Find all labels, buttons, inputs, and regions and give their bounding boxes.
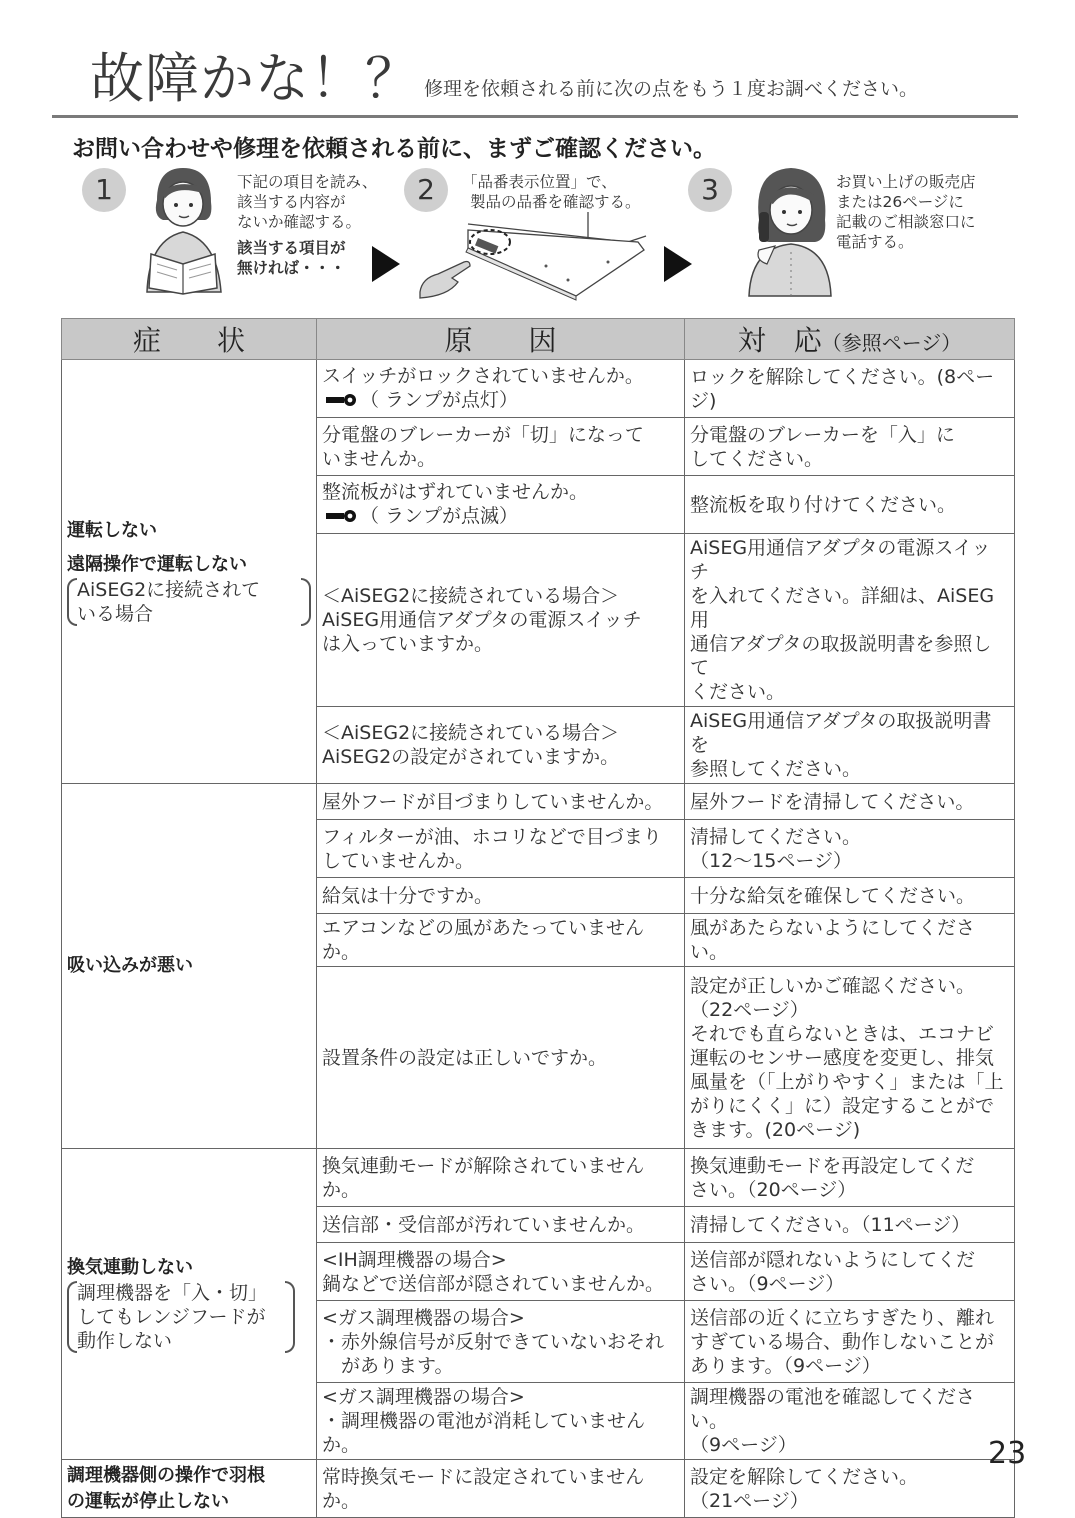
table-row (62, 360, 1015, 418)
action-cell: 整流板を取り付けてください。 (685, 476, 1015, 534)
table-row (62, 1460, 1015, 1518)
intro-text: お問い合わせや修理を依頼される前に、まずご確認ください。 (72, 136, 716, 162)
cause-cell: ＜AiSEG2に接続されている場合＞ AiSEG2の設定がされていますか。 (317, 707, 685, 784)
cause-cell: <ガス調理機器の場合> ・調理機器の電池が消耗していませんか。 (317, 1383, 685, 1460)
symptom-cell: 調理機器側の操作で羽根 の運転が停止しない (62, 1460, 317, 1518)
action-cell: 清掃してください。 （12～15ページ） (685, 820, 1015, 878)
cause-cell: 屋外フードが目づまりしていませんか。 (317, 784, 685, 820)
cause-cell: エアコンなどの風があたっていませんか。 (317, 914, 685, 967)
cause-cell: 給気は十分ですか。 (317, 878, 685, 914)
cause-cell: <ガス調理機器の場合> ・赤外線信号が反射できていないおそれ があります。 (317, 1301, 685, 1383)
symptom-note: 調理機器を「入・切」 してもレンジフードが 動作しない (67, 1281, 289, 1353)
action-cell: ロックを解除してください。(8ページ) (685, 360, 1015, 418)
action-cell: 清掃してください。（11ページ） (685, 1207, 1015, 1243)
action-cell: 調理機器の電池を確認してください。 （9ページ） (685, 1383, 1015, 1460)
header-symptom: 症 状 (62, 319, 317, 360)
page-subtitle: 修理を依頼される前に次の点をもう１度お調べください。 (424, 78, 919, 100)
action-cell: 設定を解除してください。 （21ページ） (685, 1460, 1015, 1518)
symptom-note: AiSEG2に接続されて いる場合 (67, 578, 305, 626)
table-row (62, 784, 1015, 820)
symptom-cell: 換気連動しない 調理機器を「入・切」 してもレンジフードが 動作しない (62, 1149, 317, 1460)
key-lock-icon (324, 389, 358, 413)
symptom-cell: 吸い込みが悪い (62, 784, 317, 1149)
table-header-row (62, 319, 1015, 360)
title-divider (52, 115, 1018, 118)
cause-cell: フィルターが油、ホコリなどで目づまり していませんか。 (317, 820, 685, 878)
page-title: 故障かな！？ (90, 47, 420, 110)
key-lock-icon (324, 505, 358, 529)
action-cell: AiSEG用通信アダプタの電源スイッチ を入れてください。詳細は、AiSEG用 通信アダプタの取扱説明書を参照して ください。 (685, 534, 1015, 707)
arrow-right-icon (372, 246, 400, 282)
action-cell: 送信部が隠れないようにしてくだ さい。（9ページ） (685, 1243, 1015, 1301)
cause-cell: 設置条件の設定は正しいですか。 (317, 967, 685, 1149)
action-cell: 風があたらないようにしてください。 (685, 914, 1015, 967)
cause-cell: 分電盤のブレーカーが「切」になって いませんか。 (317, 418, 685, 476)
step-3-text: お買い上げの販売店 または26ページに 記載のご相談窓口に 電話する。 (836, 173, 976, 251)
action-cell: 十分な給気を確保してください。 (685, 878, 1015, 914)
step-2-number: 2 (404, 168, 448, 212)
action-cell: 送信部の近くに立ちすぎたり、離れ すぎている場合、動作しないことが あります。（9ページ） (685, 1301, 1015, 1383)
action-cell: 分電盤のブレーカーを「入」に してください。 (685, 418, 1015, 476)
action-cell: 設定が正しいかご確認ください。 （22ページ） それでも直らないときは、エコナビ 運転のセンサー感度を変更し、排気 風量を（「上がりやすく」または「上 がりにくく」に）設定することがで きます。(20ページ) (685, 967, 1015, 1149)
product-label-illustration (418, 212, 653, 302)
action-cell: 屋外フードを清掃してください。 (685, 784, 1015, 820)
step-1-number: 1 (82, 168, 126, 212)
step-1-text: 下記の項目を読み、 該当する内容が ないか確認する。 該当する項目が 無ければ・・・ (237, 173, 378, 277)
cause-cell: 送信部・受信部が汚れていませんか。 (317, 1207, 685, 1243)
troubleshooting-table (61, 318, 1015, 1518)
cause-cell: スイッチがロックされていませんか。 （ ランプが点灯） (317, 360, 685, 418)
cause-cell: ＜AiSEG2に接続されている場合＞ AiSEG用通信アダプタの電源スイッチ は入っていますか。 (317, 534, 685, 707)
header-cause: 原 因 (317, 319, 685, 360)
step-3-number: 3 (688, 168, 732, 212)
symptom-cell: 運転しない 遠隔操作で運転しない AiSEG2に接続されて いる場合 (62, 360, 317, 784)
step-2-text: 「品番表示位置」で、 製品の品番を確認する。 (462, 173, 641, 211)
cause-cell: <IH調理機器の場合> 鍋などで送信部が隠されていませんか。 (317, 1243, 685, 1301)
cause-cell: 常時換気モードに設定されていませんか。 (317, 1460, 685, 1518)
header-action: 対 応（参照ページ） (685, 319, 1015, 360)
action-cell: 換気連動モードを再設定してくだ さい。（20ページ） (685, 1149, 1015, 1207)
arrow-right-icon (664, 246, 692, 282)
page-number: 23 (988, 1436, 1027, 1471)
action-cell: AiSEG用通信アダプタの取扱説明書を 参照してください。 (685, 707, 1015, 784)
reading-person-illustration (135, 160, 230, 295)
cause-cell: 換気連動モードが解除されていませんか。 (317, 1149, 685, 1207)
table-row (62, 1149, 1015, 1207)
cause-cell: 整流板がはずれていませんか。 （ ランプが点滅） (317, 476, 685, 534)
page-header (90, 44, 1020, 114)
phone-person-illustration (745, 160, 835, 298)
